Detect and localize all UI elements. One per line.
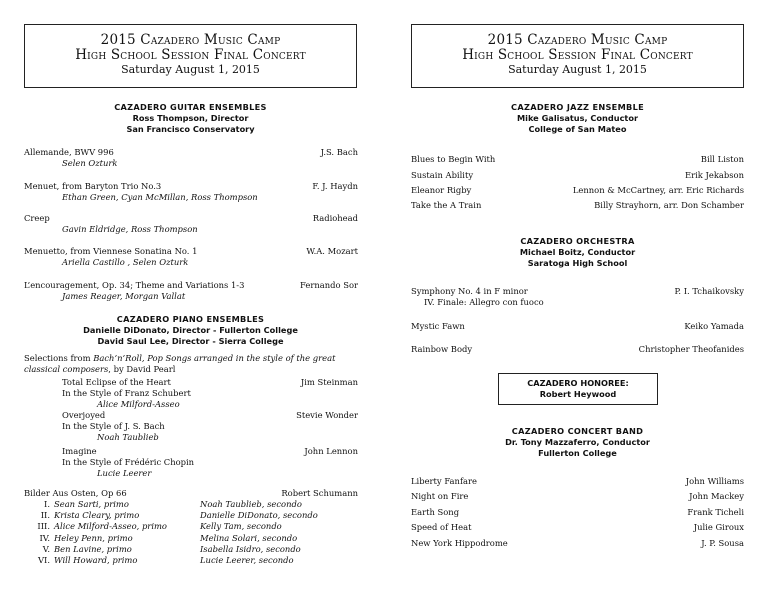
piece-composer: Keiko Yamada: [684, 321, 744, 331]
movement-row: [24, 510, 139, 521]
song-performer: Noah Taublieb: [97, 432, 159, 442]
song-style: In the Style of J. S. Bach: [62, 421, 165, 431]
movement-secondo: Noah Taublieb, secondo: [200, 499, 302, 509]
band-section-heading: [411, 426, 744, 459]
section-school: Fullerton College: [538, 448, 617, 458]
concert-date: Saturday August 1, 2015: [121, 63, 260, 76]
piece-performers: James Reager, Morgan Vallat: [62, 291, 186, 301]
piece-title: Menuet, from Baryton Trio No.3: [24, 181, 162, 191]
movement-number: IV.: [39, 533, 50, 543]
movement-row: [24, 544, 132, 555]
song-title: Total Eclipse of the Heart: [62, 377, 171, 387]
song-style: In the Style of Frédéric Chopin: [62, 457, 195, 467]
piano-section-heading: [24, 314, 357, 347]
movement-primo: Krista Cleary, primo: [54, 510, 140, 520]
intro-text: Selections from: [24, 353, 94, 363]
piece-title: Sustain Ability: [411, 170, 474, 180]
song-style: In the Style of Franz Schubert: [62, 388, 191, 398]
symphony-title: Symphony No. 4 in F minor: [411, 286, 528, 296]
movement-secondo: Lucie Leerer, secondo: [200, 555, 294, 565]
right-header-box: [411, 24, 744, 88]
piece-composer: Fernando Sor: [300, 280, 358, 290]
piece-composer: J.S. Bach: [320, 147, 358, 157]
piano-intro-line1: [24, 353, 335, 364]
piece-composer: Lennon & McCartney, arr. Eric Richards: [572, 185, 744, 195]
section-director: Dr. Tony Mazzaferro, Conductor: [505, 437, 650, 447]
piece-title: Blues to Begin With: [411, 154, 496, 164]
section-school: San Francisco Conservatory: [126, 124, 255, 134]
honoree-name: Robert Heywood: [539, 389, 617, 399]
movement-row: [24, 533, 133, 544]
movement-number: V.: [42, 544, 50, 554]
piece-composer: Bill Liston: [700, 154, 744, 164]
movement-number: I.: [44, 499, 50, 509]
concert-date: Saturday August 1, 2015: [508, 63, 647, 76]
section-school: College of San Mateo: [528, 124, 627, 134]
movement-primo: Heley Penn, primo: [54, 533, 133, 543]
section-title: CAZADERO PIANO ENSEMBLES: [116, 314, 265, 324]
honoree-box: [498, 373, 658, 405]
piece-title: Allemande, BWV 996: [24, 147, 114, 157]
movement-number: III.: [37, 521, 50, 531]
piece-title: Creep: [24, 213, 50, 223]
section-title: CAZADERO ORCHESTRA: [520, 236, 635, 246]
piece-title: Mystic Fawn: [411, 321, 465, 331]
movement-row: [24, 499, 129, 510]
piece-title: Night on Fire: [411, 491, 469, 501]
concert-title-line1: 2015 Cazadero Music Camp: [487, 32, 668, 48]
intro-collection-title: Bach’n’Roll, Pop Songs arranged in the style of the great: [93, 353, 336, 363]
movement-number: II.: [40, 510, 50, 520]
concert-title-line1: 2015 Cazadero Music Camp: [100, 32, 281, 48]
movement-secondo: Kelly Tam, secondo: [200, 521, 282, 531]
section-director: David Saul Lee, Director - Sierra College: [97, 336, 284, 346]
piece-composer: Radiohead: [312, 213, 358, 223]
section-school: Saratoga High School: [527, 258, 628, 268]
movement-primo: Ben Lavine, primo: [54, 544, 132, 554]
piece-composer: Billy Strayhorn, arr. Don Schamber: [594, 200, 744, 210]
movement-secondo: Danielle DiDonato, secondo: [200, 510, 318, 520]
piece-performers: Selen Ozturk: [62, 158, 118, 168]
piece-title: Eleanor Rigby: [411, 185, 472, 195]
piece-title: Speed of Heat: [411, 522, 472, 532]
section-director: Mike Galisatus, Conductor: [517, 113, 638, 123]
movement-secondo: Isabella Isidro, secondo: [200, 544, 301, 554]
song-composer: John Lennon: [304, 446, 358, 456]
piece-title: Liberty Fanfare: [411, 476, 478, 486]
movement-primo: Alice Milford-Asseo, primo: [54, 521, 167, 531]
movement-secondo: Melina Solari, secondo: [200, 533, 298, 543]
piece-composer: John Williams: [685, 476, 744, 486]
movement-number: VI.: [37, 555, 50, 565]
song-composer: Stevie Wonder: [296, 410, 358, 420]
section-title: CAZADERO GUITAR ENSEMBLES: [114, 102, 267, 112]
piece-composer: W.A. Mozart: [306, 246, 358, 256]
left-header-box: [24, 24, 357, 88]
movement-primo: Will Howard, primo: [54, 555, 138, 565]
section-director: Michael Boitz, Conductor: [519, 247, 636, 257]
symphony-movement: IV. Finale: Allegro con fuoco: [424, 297, 544, 307]
piece-composer: J. P. Sousa: [701, 538, 744, 548]
section-director: Danielle DiDonato, Director - Fullerton College: [83, 325, 298, 335]
bilder-title: Bilder Aus Osten, Op 66: [24, 488, 127, 498]
song-performer: Alice Milford-Asseo: [97, 399, 180, 409]
piano-intro-line2: [24, 364, 175, 375]
section-title: CAZADERO JAZZ ENSEMBLE: [511, 102, 644, 112]
concert-title-line2: High School Session Final Concert: [75, 47, 306, 63]
piece-title: Earth Song: [411, 507, 460, 517]
piece-title: Menuetto, from Viennese Sonatina No. 1: [24, 246, 198, 256]
piece-composer: John Mackey: [689, 491, 744, 501]
movement-row: [24, 521, 167, 532]
piece-performers: Ariella Castillo , Selen Ozturk: [62, 257, 189, 267]
piece-composer: F. J. Haydn: [312, 181, 358, 191]
piece-title: New York Hippodrome: [411, 538, 508, 548]
orchestra-section-heading: [411, 236, 744, 269]
jazz-section-heading: [411, 102, 744, 135]
concert-title-line2: High School Session Final Concert: [462, 47, 693, 63]
movement-primo: Sean Sarti, primo: [54, 499, 129, 509]
symphony-composer: P. I. Tchaikovsky: [674, 286, 744, 296]
section-title: CAZADERO CONCERT BAND: [511, 426, 644, 436]
section-director: Ross Thompson, Director: [132, 113, 249, 123]
honoree-title: CAZADERO HONOREE:: [527, 378, 629, 388]
piece-title: Rainbow Body: [411, 344, 473, 354]
piece-performers: Gavin Eldridge, Ross Thompson: [62, 224, 198, 234]
piece-composer: Christopher Theofanides: [638, 344, 744, 354]
piece-composer: Julie Giroux: [693, 522, 744, 532]
song-performer: Lucie Leerer: [97, 468, 152, 478]
piece-title: L’encouragement, Op. 34; Theme and Variations 1-3: [24, 280, 245, 290]
movement-row: [24, 555, 137, 566]
intro-collection-title: classical composers: [24, 364, 109, 374]
guitar-section-heading: [24, 102, 357, 135]
intro-text: , by David Pearl: [108, 364, 176, 374]
piece-title: Take the A Train: [411, 200, 482, 210]
piece-performers: Ethan Green, Cyan McMillan, Ross Thompson: [62, 192, 258, 202]
song-composer: Jim Steinman: [300, 377, 358, 387]
song-title: Overjoyed: [62, 410, 106, 420]
song-title: Imagine: [62, 446, 97, 456]
bilder-composer: Robert Schumann: [281, 488, 358, 498]
piece-composer: Frank Ticheli: [687, 507, 744, 517]
piece-composer: Erik Jekabson: [684, 170, 744, 180]
